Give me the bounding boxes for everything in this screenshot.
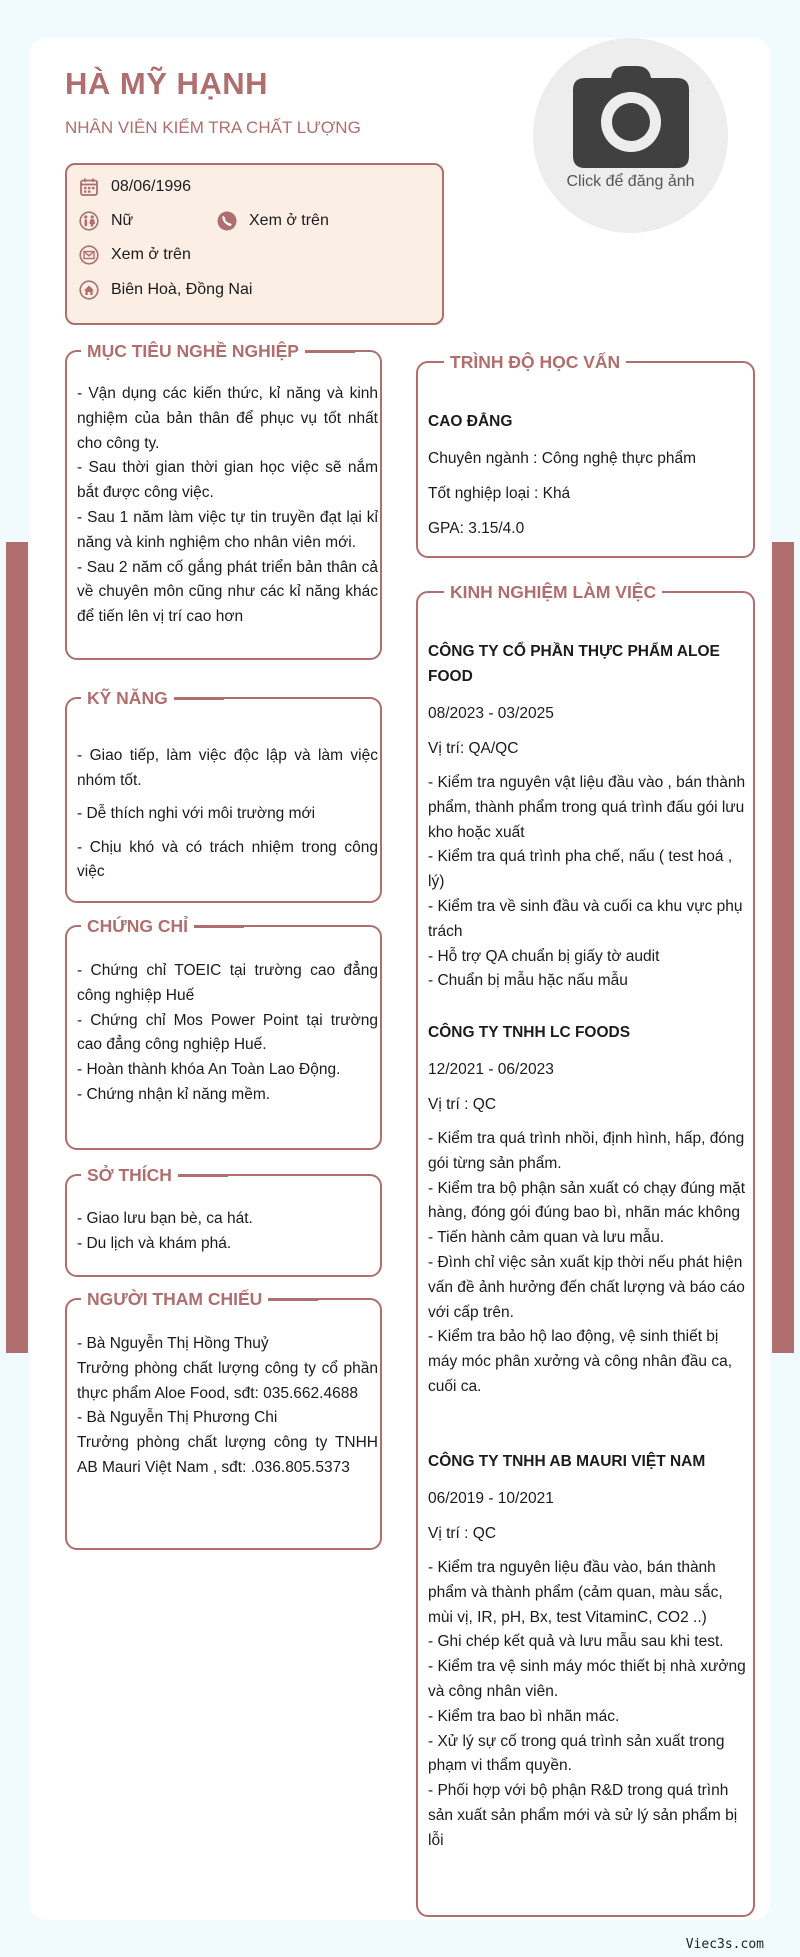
phone-value[interactable]: Xem ở trên xyxy=(249,212,329,229)
reference-item[interactable]: - Bà Nguyễn Thị Phương Chi xyxy=(77,1409,278,1427)
watermark: Viec3s.com xyxy=(685,1937,764,1952)
photo-upload[interactable] xyxy=(533,38,728,233)
objective-item[interactable]: - Sau 1 năm làm việc tự tin truyền đạt lại kỉ năng và kinh nghiệm cho nhân viên mới. xyxy=(77,508,378,551)
certificates-section xyxy=(65,916,382,1150)
education-major[interactable]: Chuyên ngành : Công nghệ thực phẩm xyxy=(428,450,697,467)
job-duty[interactable]: - Xử lý sự cố trong quá trình sản xuất trong phạm vi thẩm quyền. xyxy=(428,1732,725,1775)
education-section xyxy=(416,352,755,558)
objective-title: MỤC TIÊU NGHỀ NGHIỆP xyxy=(81,340,305,362)
references-title: NGƯỜI THAM CHIẾU xyxy=(81,1288,268,1310)
job-period[interactable]: 08/2023 - 03/2025 xyxy=(428,705,554,722)
job-company[interactable]: CÔNG TY TNHH AB MAURI VIỆT NAM xyxy=(428,1453,706,1470)
contact-email xyxy=(79,243,191,267)
job-duty[interactable]: - Kiểm tra về sinh đầu và cuối ca khu vực phụ trách xyxy=(428,897,743,940)
contact-gender xyxy=(79,209,133,233)
hobbies-section xyxy=(65,1165,382,1277)
education-gpa[interactable]: GPA: 3.15/4.0 xyxy=(428,520,525,537)
education-degree[interactable]: CAO ĐẲNG xyxy=(428,413,513,430)
address-value[interactable]: Biên Hoà, Đồng Nai xyxy=(111,281,253,298)
education-grade[interactable]: Tốt nghiệp loại : Khá xyxy=(428,485,571,502)
job-position[interactable]: Vị trí : QC xyxy=(428,1525,497,1542)
job-duty[interactable]: - Kiểm tra bảo hộ lao động, vệ sinh thiết bị máy móc phân xưởng và công nhân đầu ca, cuối ca. xyxy=(428,1328,733,1395)
job-duty[interactable]: - Kiểm tra bao bì nhãn mác. xyxy=(428,1707,620,1725)
contact-phone xyxy=(217,209,329,233)
gender-value[interactable]: Nữ xyxy=(111,212,134,229)
contact-box xyxy=(65,163,444,325)
job-duty[interactable]: - Phối hợp với bộ phận R&D trong quá trình sản xuất sản phẩm mới và sử lý sản phẩm bị lỗi xyxy=(428,1782,738,1849)
job-duty[interactable]: - Kiểm tra quá trình pha chế, nấu ( test hoá , lý) xyxy=(428,848,733,891)
certificate-item[interactable]: - Chứng chỉ Mos Power Point tại trường cao đẳng công nghiệp Huế. xyxy=(77,1011,378,1054)
certificate-item[interactable]: - Chứng nhận kỉ năng mềm. xyxy=(77,1085,271,1103)
objective-item[interactable]: - Sau 2 năm cố gắng phát triển bản thân cả về chuyên môn cũng như các kỉ năng khác để tiến lên vị trí cao hơn xyxy=(77,558,378,626)
home-icon xyxy=(79,280,99,300)
job-duty[interactable]: - Chuẩn bị mẫu hặc nấu mẫu xyxy=(428,972,628,990)
job-duty[interactable]: - Kiểm tra nguyên liệu đầu vào, bán thành phẩm và thành phẩm (cảm quan, màu sắc, mùi vị, IR, pH, Bx, test VitaminC, CO2 ..) xyxy=(428,1559,723,1626)
job-title[interactable]: NHÂN VIÊN KIỂM TRA CHẤT LƯỢNG xyxy=(65,118,361,137)
job-duty[interactable]: - Kiểm tra quá trình nhồi, định hình, hấp, đóng gói từng sản phẩm. xyxy=(428,1130,745,1172)
job-duty[interactable]: - Ghi chép kết quả và lưu mẫu sau khi test. xyxy=(428,1633,724,1651)
job-position[interactable]: Vị trí : QC xyxy=(428,1096,497,1113)
email-icon xyxy=(79,245,99,265)
contact-birthday xyxy=(79,175,191,199)
skill-item[interactable]: - Chịu khó và có trách nhiệm trong công việc xyxy=(77,838,378,880)
job-position[interactable]: Vị trí: QA/QC xyxy=(428,740,519,757)
phone-icon xyxy=(217,211,237,231)
camera-icon xyxy=(573,66,689,168)
job-duty[interactable]: - Đình chỉ việc sản xuất kịp thời nếu phát hiện vấn đề ảnh hưởng đến chất lượng và báo cáo với cấp trên. xyxy=(428,1253,745,1321)
reference-item[interactable]: - Bà Nguyễn Thị Hồng Thuỷ xyxy=(77,1335,269,1352)
birthday-value[interactable]: 08/06/1996 xyxy=(111,178,192,195)
job-company[interactable]: CÔNG TY TNHH LC FOODS xyxy=(428,1024,631,1041)
hobby-item[interactable]: - Du lịch và khám phá. xyxy=(77,1234,232,1252)
email-value[interactable]: Xem ở trên xyxy=(111,246,191,263)
calendar-icon xyxy=(79,177,99,197)
gender-icon xyxy=(79,211,99,231)
certificates-title: CHỨNG CHỈ xyxy=(81,915,194,937)
reference-item[interactable]: Trưởng phòng chất lượng công ty cổ phần thực phẩm Aloe Food, sđt: 035.662.4688 xyxy=(77,1359,378,1402)
references-section xyxy=(65,1289,382,1550)
certificate-item[interactable]: - Hoàn thành khóa An Toàn Lao Động. xyxy=(77,1061,341,1079)
job-duty[interactable]: - Kiểm tra bộ phận sản xuất có chạy đúng mặt hàng, đóng gói đúng bao bì, nhãn mác không xyxy=(428,1179,746,1222)
objective-item[interactable]: - Vận dụng các kiến thức, kỉ năng và kinh nghiệm của bản thân để phục vụ tốt nhất cho công ty. xyxy=(77,385,378,452)
skill-item[interactable]: - Dễ thích nghi với môi trường mới xyxy=(77,805,316,822)
skills-title: KỸ NĂNG xyxy=(81,687,174,709)
experience-section xyxy=(416,582,755,1917)
skills-section xyxy=(65,688,382,903)
job-period[interactable]: 06/2019 - 10/2021 xyxy=(428,1490,554,1507)
candidate-name[interactable]: HÀ MỸ HẠNH xyxy=(65,66,269,101)
reference-item[interactable]: Trưởng phòng chất lượng công ty TNHH AB Mauri Việt Nam , sđt: .036.805.5373 xyxy=(77,1434,378,1476)
right-accent-band xyxy=(772,542,794,1353)
hobby-item[interactable]: - Giao lưu bạn bè, ca hát. xyxy=(77,1210,253,1227)
objective-section xyxy=(65,341,382,660)
objective-item[interactable]: - Sau thời gian thời gian học việc sẽ nắm bắt được công việc. xyxy=(77,459,378,502)
contact-address xyxy=(79,278,252,302)
job-duty[interactable]: - Kiểm tra nguyên vật liệu đầu vào , bán thành phẩm, thành phẩm trong quá trình đấu gói lưu kho hoặc xuất xyxy=(428,774,746,841)
job-period[interactable]: 12/2021 - 06/2023 xyxy=(428,1061,554,1078)
education-title: TRÌNH ĐỘ HỌC VẤN xyxy=(444,351,626,373)
job-duty[interactable]: - Tiến hành cảm quan và lưu mẫu. xyxy=(428,1229,665,1247)
job-duty[interactable]: - Kiểm tra vệ sinh máy móc thiết bị nhà xưởng và công nhân viên. xyxy=(428,1658,746,1700)
skill-item[interactable]: - Giao tiếp, làm việc độc lập và làm việc nhóm tốt. xyxy=(77,747,378,789)
job-company[interactable]: CÔNG TY CỔ PHẦN THỰC PHẨM ALOE FOOD xyxy=(428,643,720,685)
experience-title: KINH NGHIỆM LÀM VIỆC xyxy=(444,581,662,603)
hobbies-title: SỞ THÍCH xyxy=(81,1164,178,1186)
job-duty[interactable]: - Hỗ trợ QA chuẩn bị giấy tờ audit xyxy=(428,947,660,965)
photo-caption: Click để đăng ảnh xyxy=(566,173,695,190)
left-accent-band xyxy=(6,542,28,1353)
certificate-item[interactable]: - Chứng chỉ TOEIC tại trường cao đẳng công nghiệp Huế xyxy=(77,962,378,1004)
